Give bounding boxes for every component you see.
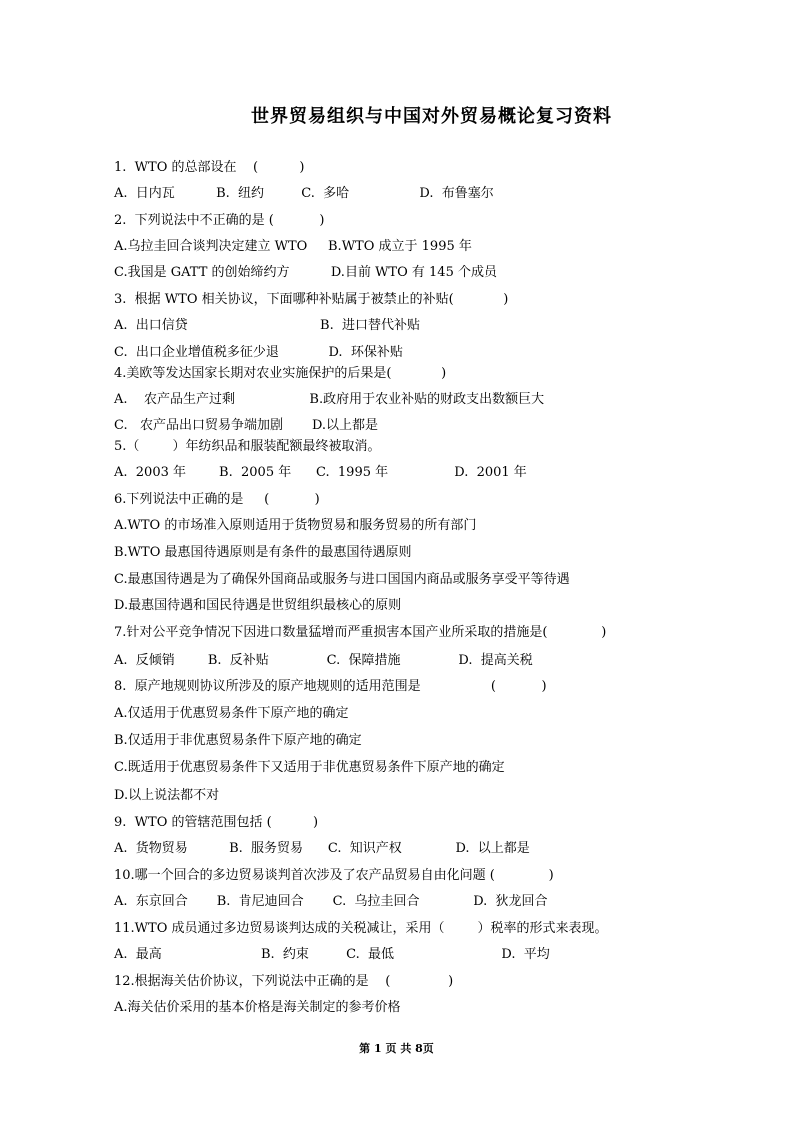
text-line: 5.（ ）年纺织品和服装配额最终被取消。 [114,439,381,454]
text-line: 9. WTO 的管辖范围包括 ( ) [114,815,319,830]
text-line: A. 货物贸易 B. 服务贸易 C. 知识产权 D. 以上都是 [114,841,530,856]
document-title: 世界贸易组织与中国对外贸易概论复习资料 [251,106,612,127]
text-line: A.乌拉圭回合谈判决定建立 WTO B.WTO 成立于 1995 年 [114,239,472,254]
text-line: 7.针对公平竞争情况下因进口数量猛增而严重损害本国产业所采取的措施是( ) [114,625,607,640]
text-line: A. 日内瓦 B. 纽约 C. 多哈 D. 布鲁塞尔 [114,186,494,201]
text-line: D.以上说法都不对 [114,788,220,803]
text-line: C.既适用于优惠贸易条件下又适用于非优惠贸易条件下原产地的确定 [114,760,505,775]
text-line: A.海关估价采用的基本价格是海关制定的参考价格 [114,1000,401,1015]
text-line: A. 反倾销 B. 反补贴 C. 保障措施 D. 提高关税 [114,653,533,668]
text-line: 2. 下列说法中不正确的是 ( ) [114,213,325,228]
page-footer: 第 1 页 共 8页 [359,1042,434,1055]
text-line: B.仅适用于非优惠贸易条件下原产地的确定 [114,733,362,748]
text-line: A. 出口信贷 B. 进口替代补贴 [114,318,420,333]
text-line: 10.哪一个回合的多边贸易谈判首次涉及了农产品贸易自由化问题 ( ) [114,868,554,883]
text-line: D.最惠国待遇和国民待遇是世贸组织最核心的原则 [114,598,402,613]
text-line: 11.WTO 成员通过多边贸易谈判达成的关税减让，采用（ ）税率的形式来表现。 [114,921,608,936]
text-line: A. 最高 B. 约束 C. 最低 D. 平均 [114,947,550,962]
text-line: 12.根据海关估价协议，下列说法中正确的是 ( ) [114,974,454,989]
text-line: A. 2003 年 B. 2005 年 C. 1995 年 D. 2001 年 [114,465,527,480]
text-line: C. 出口企业增值税多征少退 D. 环保补贴 [114,345,403,360]
text-line: 4.美欧等发达国家长期对农业实施保护的后果是( ) [114,366,447,381]
text-line: 8. 原产地规则协议所涉及的原产地规则的适用范围是 ( ) [114,679,547,694]
text-line: A.仅适用于优惠贸易条件下原产地的确定 [114,706,349,721]
text-line: C. 农产品出口贸易争端加剧 D.以上都是 [114,418,379,433]
text-line: C.最惠国待遇是为了确保外国商品或服务与进口国国内商品或服务享受平等待遇 [114,572,570,587]
text-line: 6.下列说法中正确的是 ( ) [114,492,320,507]
text-line: A.WTO 的市场准入原则适用于货物贸易和服务贸易的所有部门 [114,518,477,533]
text-line: B.WTO 最惠国待遇原则是有条件的最惠国待遇原则 [114,545,412,560]
text-line: A. 农产品生产过剩 B.政府用于农业补贴的财政支出数额巨大 [114,392,545,407]
text-line: 1. WTO 的总部设在 ( ) [114,160,305,175]
text-line: C.我国是 GATT 的创始缔约方 D.目前 WTO 有 145 个成员 [114,265,497,280]
text-line: A. 东京回合 B. 肯尼迪回合 C. 乌拉圭回合 D. 狄龙回合 [114,894,548,909]
text-line: 3. 根据 WTO 相关协议，下面哪种补贴属于被禁止的补贴( ) [114,292,509,307]
